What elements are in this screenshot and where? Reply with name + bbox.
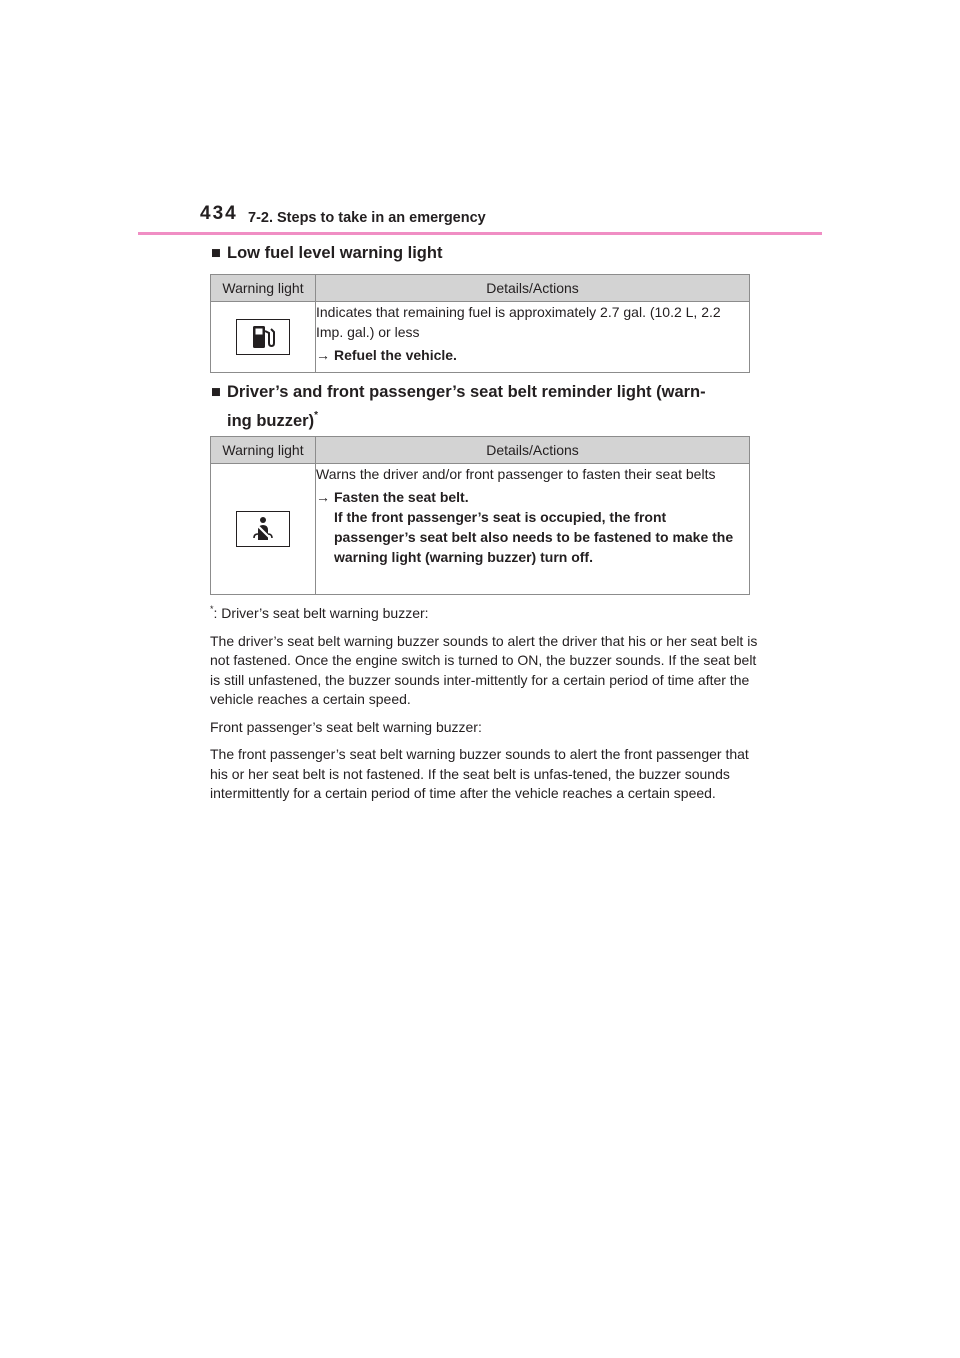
table-header-row — [211, 275, 750, 302]
seatbelt-action-1: Fasten the seat belt. — [334, 489, 469, 505]
heading-bullet: ■ — [211, 383, 221, 401]
footnote-mark: * — [314, 410, 318, 421]
table-header-row — [211, 437, 750, 464]
warning-light-cell — [211, 464, 316, 595]
notes — [210, 600, 760, 812]
footnote-mark: * — [210, 604, 214, 614]
table-row — [211, 302, 750, 373]
arrow-icon: → — [316, 489, 330, 505]
section-title: 7-2. Steps to take in an emergency — [248, 210, 486, 226]
driver-buzzer-text: The driver’s seat belt warning buzzer sounds to alert the driver that his or her seat belt is not fastened. Once the engine switch is turned to ON, the buzzer sounds. If the seat belt is still unfastened, the buzzer sounds inter-mittently for a certain period of time after the vehicle reaches a certain speed. — [210, 632, 758, 707]
seatbelt-heading — [211, 380, 706, 433]
fuel-heading — [211, 241, 442, 265]
col-warning-light: Warning light — [211, 437, 316, 464]
seatbelt-details-text: Warns the driver and/or front passenger to fasten their seat belts — [316, 466, 716, 482]
table-row — [211, 464, 750, 595]
note-title — [210, 600, 760, 624]
driver-buzzer-title: : Driver’s seat belt warning buzzer: — [213, 605, 429, 621]
fuel-heading-text: Low fuel level warning light — [227, 244, 443, 262]
seatbelt-action-2: If the front passenger’s seat is occupied, the front passenger’s seat belt also needs to be fastened to make the warning light (warning buzzer) turn off. — [334, 509, 734, 565]
fuel-details-text: Indicates that remaining fuel is approximately 2.7 gal. (10.2 L, 2.2 Imp. gal.) or less — [316, 304, 721, 340]
details-cell — [316, 464, 750, 595]
col-warning-light: Warning light — [211, 275, 316, 302]
seatbelt-action-text — [334, 487, 749, 567]
page-number: 434 — [200, 203, 238, 224]
arrow-icon: → — [316, 347, 330, 363]
action-line — [316, 345, 749, 365]
col-details-actions: Details/Actions — [316, 437, 750, 464]
passenger-buzzer-text: The front passenger’s seat belt warning buzzer sounds to alert the front passenger that his or her seat belt is not fastened. If the seat belt is unfas-tened, the buzzer sounds intermittently for a certain period of time after the vehicle reaches a certain speed. — [210, 746, 749, 801]
warning-light-cell — [211, 302, 316, 373]
details-cell — [316, 302, 750, 373]
fuel-pump-icon — [236, 319, 290, 355]
passenger-buzzer-title: Front passenger’s seat belt warning buzzer: — [210, 718, 482, 735]
header-rule — [138, 232, 822, 235]
fuel-action-text: Refuel the vehicle. — [334, 347, 457, 363]
action-line — [316, 487, 749, 567]
seatbelt-icon — [236, 511, 290, 547]
seatbelt-heading-line1: Driver’s and front passenger’s seat belt reminder light (warn- — [227, 383, 706, 401]
fuel-warning-table — [210, 274, 750, 373]
col-details-actions: Details/Actions — [316, 275, 750, 302]
heading-bullet: ■ — [211, 244, 221, 262]
seatbelt-heading-line2: ing buzzer) — [227, 412, 315, 430]
seatbelt-warning-table — [210, 436, 750, 595]
